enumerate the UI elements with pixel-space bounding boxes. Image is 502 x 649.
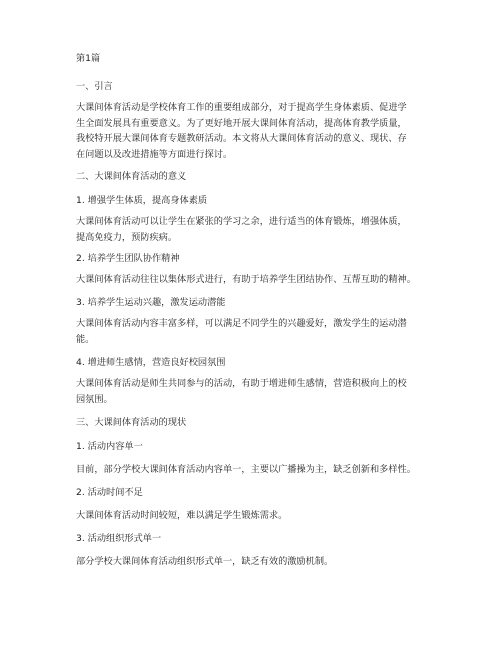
paragraph-line: 我校特开展大课间体育专题教研活动。本文将从大课间体育活动的意义、现状、存 xyxy=(76,133,407,144)
item-title: 4. 增进师生感情，营造良好校园氛围 xyxy=(76,357,226,368)
paragraph-line: 大课间体育活动时间较短，难以满足学生锻炼需求。 xyxy=(76,510,288,521)
section-heading-significance: 二、大课间体育活动的意义 xyxy=(76,171,187,182)
section-heading-intro: 一、引言 xyxy=(76,81,113,92)
paragraph-line: 大课间体育活动是师生共同参与的活动，有助于增进师生感情，营造积极向上的校 xyxy=(76,378,407,389)
item-paragraph xyxy=(76,316,407,347)
item-title: 3. 培养学生运动兴趣，激发运动潜能 xyxy=(76,297,226,308)
paragraph-line: 园氛围。 xyxy=(76,393,113,405)
paragraph-line: 大课间体育活动往往以集体形式进行，有助于培养学生团结协作、互帮互助的精神。 xyxy=(76,274,416,285)
item-paragraph xyxy=(76,508,287,524)
item-title: 2. 活动时间不足 xyxy=(76,487,143,498)
item-paragraph xyxy=(76,376,407,407)
item-title: 1. 活动内容单一 xyxy=(76,441,143,452)
item-title: 1. 增强学生体质，提高身体素质 xyxy=(76,195,208,206)
paragraph-line: 大课间体育活动可以让学生在紧张的学习之余，进行适当的体育锻炼，增强体质， xyxy=(76,216,407,227)
paragraph-line: 能。 xyxy=(76,333,95,345)
paragraph-line: 目前，部分学校大课间体育活动内容单一，主要以广播操为主，缺乏创新和多样性。 xyxy=(76,464,416,475)
item-title: 2. 培养学生团队协作精神 xyxy=(76,253,180,264)
paragraph-line: 部分学校大课间体育活动组织形式单一，缺乏有效的激励机制。 xyxy=(76,556,334,567)
item-paragraph xyxy=(76,214,407,245)
item-title: 3. 活动组织形式单一 xyxy=(76,533,162,544)
part-label: 第1篇 xyxy=(76,53,101,64)
paragraph-line: 提高免疫力，预防疾病。 xyxy=(76,231,178,243)
paragraph-line: 生全面发展具有重要意义。为了更好地开展大课间体育活动，提高体育教学质量， xyxy=(76,117,407,129)
paragraph-line: 大课间体育活动是学校体育工作的重要组成部分，对于提高学生身体素质、促进学 xyxy=(76,102,407,113)
intro-paragraph xyxy=(76,100,407,162)
item-paragraph xyxy=(76,554,333,570)
paragraph-line: 大课间体育活动内容丰富多样，可以满足不同学生的兴趣爱好，激发学生的运动潜 xyxy=(76,318,407,329)
paragraph-line: 在问题以及改进措施等方面进行探讨。 xyxy=(76,148,233,160)
item-paragraph xyxy=(76,462,416,478)
item-paragraph xyxy=(76,272,416,288)
section-heading-status: 三、大课间体育活动的现状 xyxy=(76,417,187,428)
